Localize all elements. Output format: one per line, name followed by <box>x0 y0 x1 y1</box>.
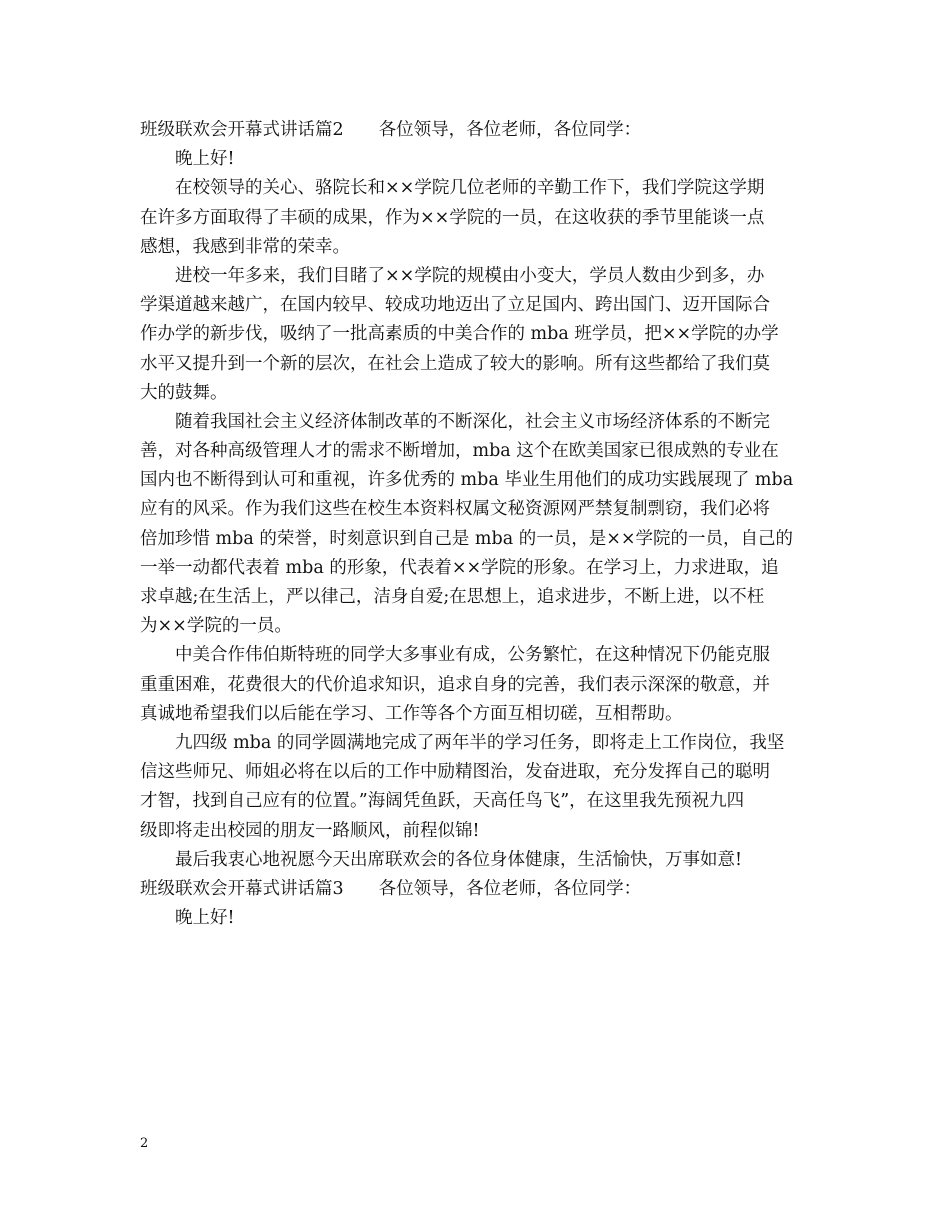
text-line: 作办学的新步伐，吸纳了一批高素质的中美合作的 mba 班学员，把××学院的办学 <box>140 324 779 345</box>
text-line: 才智，找到自己应有的位置。”海阔凭鱼跃，天高任鸟飞”，在这里我先预祝九四 <box>140 791 745 812</box>
text-line: 九四级 mba 的同学圆满地完成了两年半的学习任务，即将走上工作岗位，我坚 <box>175 732 785 753</box>
text-line: 一举一动都代表着 mba 的形象，代表着××学院的形象。在学习上，力求进取，追 <box>140 557 779 578</box>
text-line: 随着我国社会主义经济体制改革的不断深化，社会主义市场经济体系的不断完 <box>175 411 770 432</box>
text-line: 感想，我感到非常的荣幸。 <box>140 236 350 257</box>
text-line: 班级联欢会开幕式讲话篇3 各位领导，各位老师，各位同学： <box>140 878 642 899</box>
text-line: 善，对各种高级管理人才的需求不断增加，mba 这个在欧美国家已很成熟的专业在 <box>140 441 779 462</box>
text-line: 级即将走出校园的朋友一路顺风，前程似锦! <box>140 820 480 841</box>
text-line: 国内也不断得到认可和重视，许多优秀的 mba 毕业生用他们的成功实践展现了 mba <box>140 470 794 491</box>
page-number: 2 <box>140 1136 149 1151</box>
text-line: 晚上好! <box>175 149 235 170</box>
text-line: 晚上好! <box>175 908 235 929</box>
text-line: 大的鼓舞。 <box>140 382 228 403</box>
text-line: 信这些师兄、师姐必将在以后的工作中励精图治，发奋进取，充分发挥自己的聪明 <box>140 762 770 783</box>
document-body <box>140 116 816 933</box>
text-line: 学渠道越来越广，在国内较早、较成功地迈出了立足国内、跨出国门、迈开国际合 <box>140 295 770 316</box>
text-line: 求卓越;在生活上，严以律己，洁身自爱;在思想上，追求进步，不断上进，以不枉 <box>140 587 765 607</box>
text-line: 进校一年多来，我们目睹了××学院的规模由小变大，学员人数由少到多，办 <box>175 265 765 286</box>
text-line: 班级联欢会开幕式讲话篇2 各位领导，各位老师，各位同学： <box>140 120 642 140</box>
text-line: 中美合作伟伯斯特班的同学大多事业有成，公务繁忙，在这种情况下仍能克服 <box>175 645 770 666</box>
text-line: 倍加珍惜 mba 的荣誉，时刻意识到自己是 mba 的一员，是××学院的一员，自己的 <box>140 528 794 549</box>
text-line: 重重困难，花费很大的代价追求知识，追求自身的完善，我们表示深深的敬意，并 <box>140 674 770 695</box>
text-line: 最后我衷心地祝愿今天出席联欢会的各位身体健康，生活愉快，万事如意! <box>175 849 743 870</box>
text-line: 为××学院的一员。 <box>140 616 292 637</box>
text-line: 在许多方面取得了丰硕的成果，作为××学院的一员，在这收获的季节里能谈一点 <box>140 207 765 228</box>
text-line: 应有的风采。作为我们这些在校生本资料权属文秘资源网严禁复制剽窃，我们必将 <box>140 499 770 520</box>
text-line: 在校领导的关心、骆院长和××学院几位老师的辛勤工作下，我们学院这学期 <box>175 178 765 199</box>
text-line: 水平又提升到一个新的层次，在社会上造成了较大的影响。所有这些都给了我们莫 <box>140 353 770 374</box>
text-line: 真诚地希望我们以后能在学习、工作等各个方面互相切磋，互相帮助。 <box>140 703 683 724</box>
